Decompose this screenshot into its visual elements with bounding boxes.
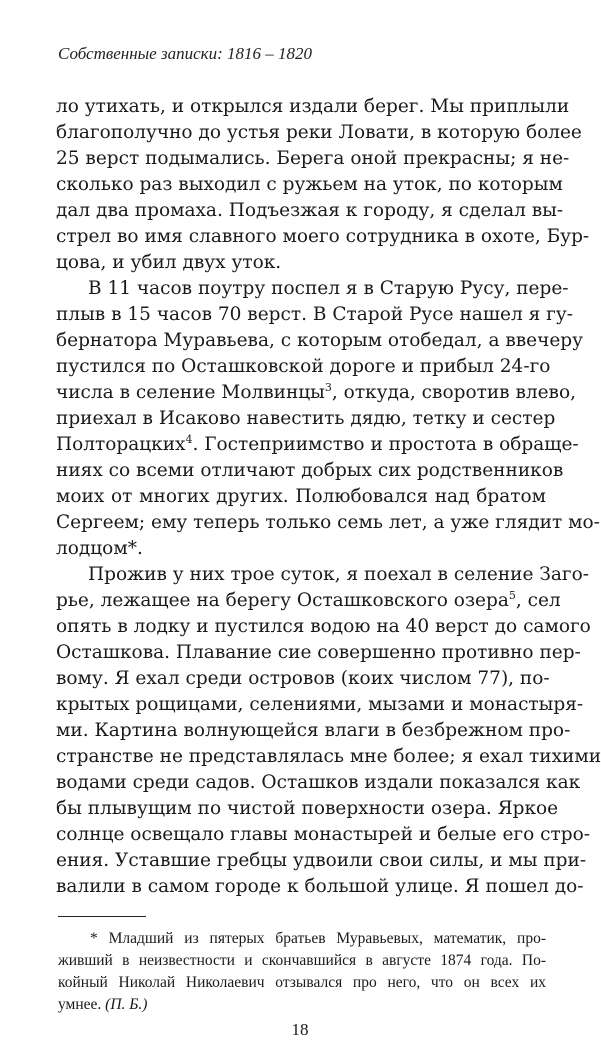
footnote-divider — [58, 916, 146, 917]
text-line: 25 верст подымались. Берега оной прекрасны; я не- — [56, 148, 570, 169]
footnote-line: * Младший из пятерых братьев Муравьевых, математик, про- — [90, 930, 546, 947]
footnote-line: умнее. (П. Б.) — [58, 996, 148, 1013]
text-line: дал два промаха. Подъезжая к городу, я сделал вы- — [56, 200, 564, 221]
text-line: благополучно до устья реки Ловати, в которую более — [56, 122, 582, 143]
text-line: солнце освещало главы монастырей и белые его стро- — [56, 824, 590, 845]
footnote-attribution: (П. Б.) — [105, 996, 148, 1013]
text-line: водами среди садов. Осташков издали показался как — [56, 772, 581, 793]
footnote-ref-4: 4 — [185, 433, 193, 446]
text-line: ения. Уставшие гребцы удвоили свои силы, и мы при- — [56, 850, 587, 871]
text-line: валили в самом городе к большой улице. Я пошел до- — [56, 876, 584, 897]
page-number: 18 — [291, 1020, 309, 1039]
text-line: опять в лодку и пустился водою на 40 верст до самого — [56, 616, 591, 637]
text-line: бы плывущим по чистой поверхности озера. Яркое — [56, 798, 559, 819]
text-line: сколько раз выходил с ружьем на уток, по которым — [56, 174, 563, 195]
text-line: ло утихать, и открылся издали берег. Мы приплыли — [56, 96, 570, 117]
footnote-ref-3: 3 — [324, 381, 332, 394]
text-line: ниях со всеми отличают добрых сих родственников — [56, 460, 564, 481]
text-line: плыв в 15 часов 70 верст. В Старой Русе нашел я гу- — [56, 304, 573, 325]
text-line: вому. Я ехал среди островов (коих числом 77), по- — [56, 668, 550, 689]
text-line: крытых рощицами, селениями, мызами и монастыря- — [56, 694, 584, 715]
text-line: рье, лежащее на берегу Осташковского озера$^5$, сел — [56, 589, 561, 611]
text-line: моих от многих других. Полюбовался над братом — [56, 486, 546, 507]
text-line: ми. Картина волнующейся влаги в безбрежном про- — [56, 720, 571, 741]
text-line: стрел во имя славного моего сотрудника в охоте, Бур- — [56, 226, 590, 247]
footnote-ref-5: 5 — [508, 589, 516, 602]
text-line: пустился по Осташковской дороге и прибыл 24-го — [56, 356, 551, 377]
paragraph-start-line: В 11 часов поутру поспел я в Старую Русу, пере- — [88, 278, 569, 299]
text-line: Сергеем; ему теперь только семь лет, а уже глядит мо- — [56, 512, 600, 533]
text-line: лодцом*. — [56, 538, 143, 559]
text-line: Осташкова. Плавание сие совершенно противно пер- — [56, 642, 581, 663]
text-line: числа в селение Молвинцы$^3$, откуда, своротив влево, — [56, 381, 576, 403]
text-line: бернатора Муравьева, с которым отобедал, а ввечеру — [56, 330, 584, 351]
text-line: цова, и убил двух уток. — [56, 252, 282, 273]
text-line: странстве не представлялась мне более; я ехал тихими — [56, 746, 601, 767]
text-line: Полторацких$^4$. Гостеприимство и простота в обраще- — [56, 433, 579, 455]
running-head: Собственные записки: 1816 – 1820 — [58, 44, 313, 63]
text-line: приехал в Исаково навестить дядю, тетку и сестер — [56, 408, 556, 429]
paragraph-start-line: Прожив у них трое суток, я поехал в селение Заго- — [88, 564, 589, 585]
footnote-line: койный Николай Николаевич отзывался про него, что он всех их — [58, 974, 546, 991]
footnote-line: живший в неизвестности и скончавшийся в августе 1874 года. По- — [58, 952, 546, 969]
